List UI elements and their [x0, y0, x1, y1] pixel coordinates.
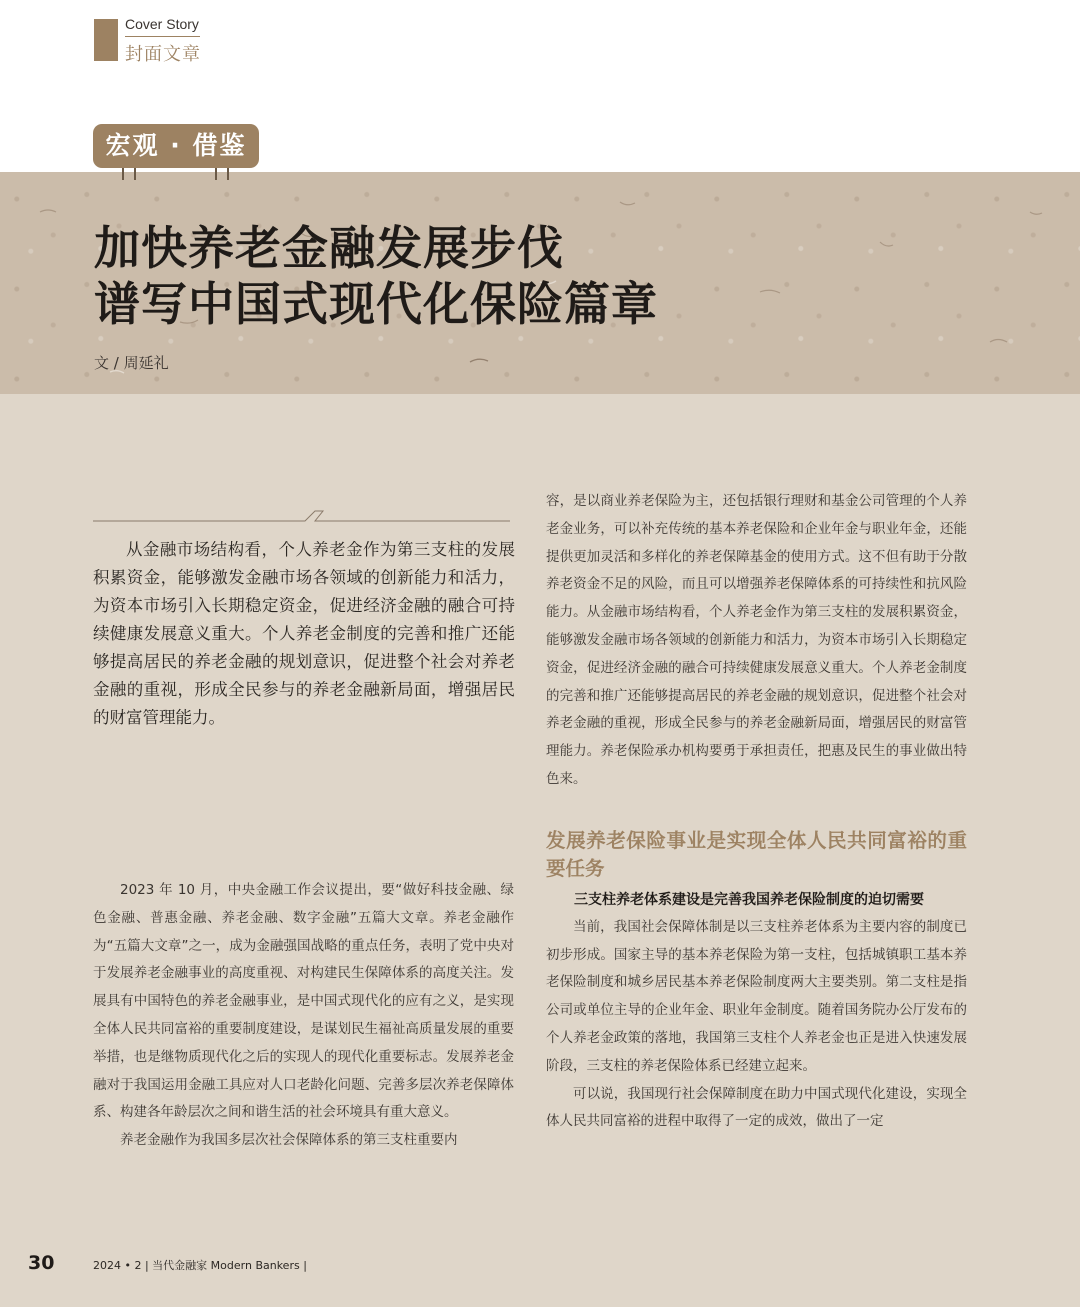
byline: 文 / 周延礼	[94, 354, 169, 372]
section-marker	[94, 19, 118, 61]
body-column-right	[546, 488, 967, 1136]
issue-footer: 2024 • 2 | 当代金融家 Modern Bankers |	[93, 1259, 307, 1272]
tag-stitch	[227, 168, 229, 180]
body-paragraph: 养老金融作为我国多层次社会保障体系的第三支柱重要内	[120, 1132, 458, 1149]
body-paragraph: 容，是以商业养老保险为主，还包括银行理财和基金公司管理的个人养老金业务，可以补充传统的基本养老保险和企业年金与职业年金，还能提供更加灵活和多样化的养老保障基金的使用方式。这不但有助于分散养老资金不足的风险，而且可以增强养老保障体系的可持续性和抗风险能力。从金融市场结构看，个人养老金作为第三支柱的发展积累资金，能够激发金融市场各领域的创新能力和活力，为资本市场引入长期稳定资金，促进经济金融的融合可持续健康发展意义重大。个人养老金制度的完善和推广还能够提高居民的养老金融的规划意识，促进整个社会对养老金融的重视，形成全民参与的养老金融新局面，增强居民的财富管理能力。养老保险承办机构要勇于承担责任，把惠及民生的事业做出特色来。	[546, 493, 967, 787]
page-number: 30	[28, 1252, 55, 1274]
tag-stitch	[215, 168, 217, 180]
lead-divider	[93, 510, 510, 522]
body-paragraph: 可以说，我国现行社会保障制度在助力中国式现代化建设，实现全体人民共同富裕的进程中取得了一定的成效，做出了一定	[546, 1085, 967, 1130]
tag-stitch	[122, 168, 124, 180]
section-label-cn: 封面文章	[125, 44, 201, 65]
section-rule	[125, 36, 200, 37]
lead-paragraph	[93, 536, 515, 732]
section-label-en: Cover Story	[125, 16, 199, 32]
lead-text: 从金融市场结构看，个人养老金作为第三支柱的发展积累资金，能够激发金融市场各领域的创新能力和活力，为资本市场引入长期稳定资金，促进经济金融的融合可持续健康发展意义重大。个人养老金制度的完善和推广还能够提高居民的养老金融的规划意识，促进整个社会对养老金融的重视，形成全民参与的养老金融新局面，增强居民的财富管理能力。	[93, 540, 515, 727]
body-column-left	[93, 877, 514, 1155]
tag-stitch	[134, 168, 136, 180]
subsection-heading: 三支柱养老体系建设是完善我国养老保险制度的迫切需要	[574, 891, 924, 908]
body-paragraph: 当前，我国社会保障体制是以三支柱养老体系为主要内容的制度已初步形成。国家主导的基本养老保险为第一支柱，包括城镇职工基本养老保险制度和城乡居民基本养老保险制度两大主要类别。第二支柱是指公司或单位主导的企业年金、职业年金制度。随着国务院办公厅发布的个人养老金政策的落地，我国第三支柱个人养老金也正是进入快速发展阶段，三支柱的养老保险体系已经建立起来。	[546, 918, 967, 1074]
body-paragraph: 2023 年 10 月，中央金融工作会议提出，要“做好科技金融、绿色金融、普惠金融、养老金融、数字金融”五篇大文章。养老金融作为“五篇大文章”之一，成为金融强国战略的重点任务，表明了党中央对于发展养老金融事业的高度重视、对构建民生保障体系的高度关注。发展具有中国特色的养老金融事业，是中国式现代化的应有之义，是实现全体人民共同富裕的重要制度建设，是谋划民生福祉高质量发展的重要举措，也是继物质现代化之后的实现人的现代化重要标志。发展养老金融对于我国运用金融工具应对人口老龄化问题、完善多层次养老保障体系、构建各年龄层次之间和谐生活的社会环境具有重大意义。	[93, 882, 514, 1121]
article-title-line1: 加快养老金融发展步伐	[94, 221, 564, 275]
article-title-line2: 谱写中国式现代化保险篇章	[94, 277, 658, 331]
section-heading: 发展养老保险事业是实现全体人民共同富裕的重要任务	[546, 828, 967, 880]
column-tag: 宏观 · 借鉴	[93, 124, 259, 168]
